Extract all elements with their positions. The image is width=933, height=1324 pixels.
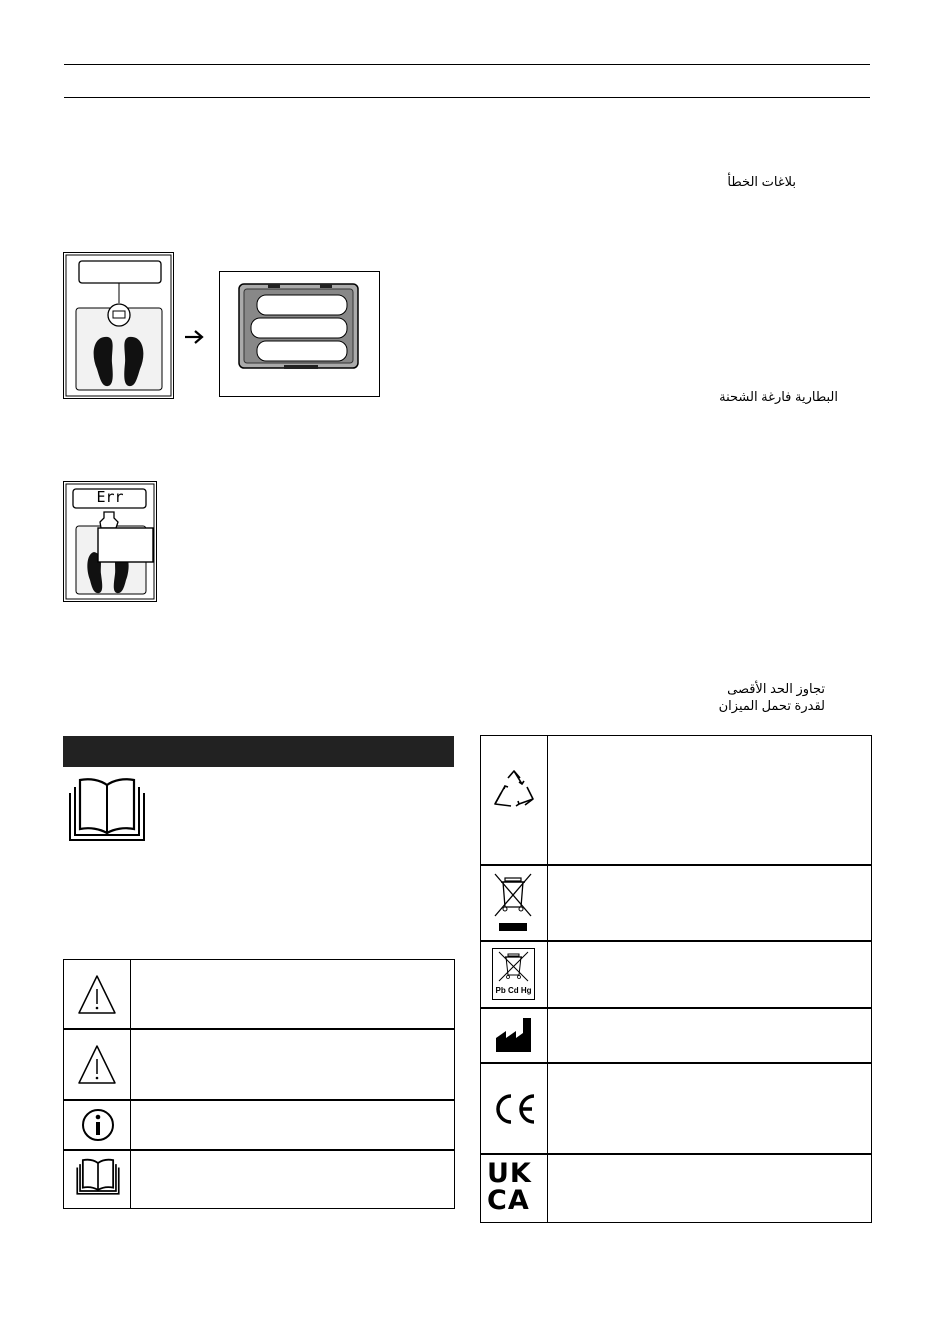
recycling-icon bbox=[492, 768, 536, 812]
right-table-row-divider bbox=[480, 1007, 872, 1009]
arrow-right-icon bbox=[183, 328, 207, 346]
left-table-row-divider bbox=[63, 1028, 455, 1030]
ce-mark-icon bbox=[490, 1089, 538, 1129]
battery-empty-label: البطارية فارغة الشحنة bbox=[719, 389, 838, 404]
right-table-row-divider bbox=[480, 864, 872, 866]
ukca-line2: CA bbox=[487, 1185, 530, 1216]
right-table-col-divider bbox=[547, 735, 548, 1223]
weee-bin-icon bbox=[492, 870, 534, 934]
left-table-col-divider bbox=[130, 959, 131, 1209]
warning-icon bbox=[76, 973, 118, 1017]
battery-compartment-illustration bbox=[219, 271, 380, 397]
right-table-row-divider bbox=[480, 1062, 872, 1064]
overload-label-line2: لقدرة تحمل الميزان bbox=[718, 698, 825, 713]
warning-icon bbox=[76, 1043, 118, 1087]
right-table-row-divider bbox=[480, 940, 872, 942]
scale-illustration-battery bbox=[63, 252, 174, 399]
top-rule bbox=[64, 64, 870, 65]
overload-label-line1: تجاوز الحد الأقصى bbox=[727, 681, 825, 696]
manufacturer-icon bbox=[494, 1016, 534, 1054]
header-rule bbox=[64, 97, 870, 98]
left-table-row-divider bbox=[63, 1099, 455, 1101]
read-manual-icon bbox=[66, 777, 148, 843]
symbols-header-bar bbox=[63, 736, 454, 767]
right-symbols-table bbox=[480, 735, 872, 1223]
battery-chemicals-text: Pb Cd Hg bbox=[495, 986, 532, 995]
info-icon bbox=[80, 1107, 116, 1143]
left-table-row-divider bbox=[63, 1149, 455, 1151]
ukca-mark-icon bbox=[487, 1160, 541, 1216]
ukca-line1: UK bbox=[487, 1158, 532, 1189]
manual-icon bbox=[75, 1158, 121, 1196]
right-table-row-divider bbox=[480, 1153, 872, 1155]
err-display-text: Err bbox=[96, 488, 124, 506]
left-symbols-table bbox=[63, 959, 455, 1209]
error-messages-heading: بلاغات الخطأ bbox=[727, 174, 796, 189]
